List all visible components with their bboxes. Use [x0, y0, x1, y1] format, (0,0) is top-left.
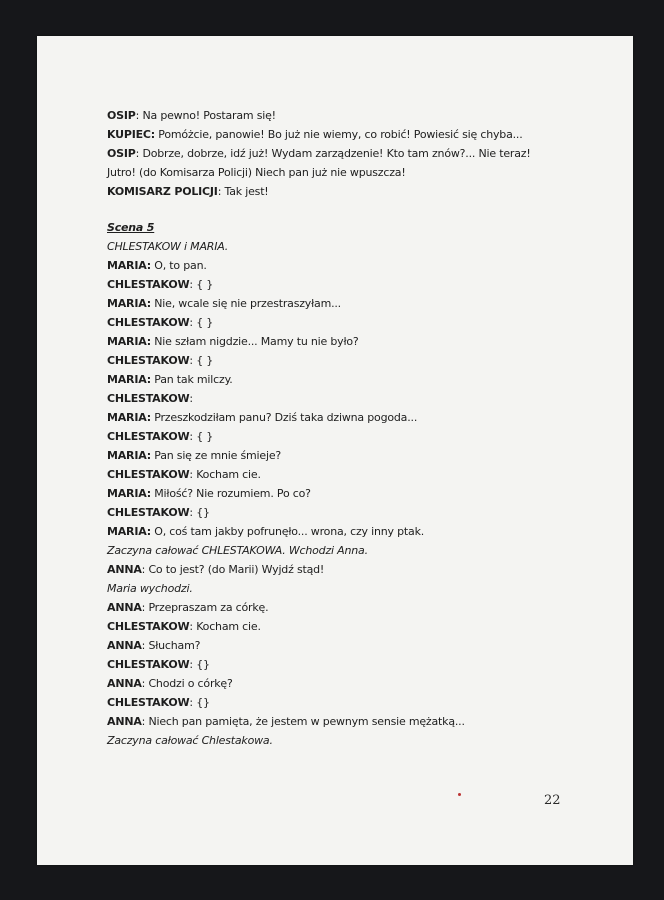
speaker-name: MARIA: — [107, 335, 151, 348]
speaker-name: ANNA — [107, 601, 142, 614]
dialogue-text: : — [189, 392, 193, 405]
dialogue-line — [107, 389, 597, 408]
dialogue-line — [107, 256, 597, 275]
speaker-name: KOMISARZ POLICJI — [107, 185, 218, 198]
speaker-name: CHLESTAKOW — [107, 430, 190, 443]
dialogue-line — [107, 636, 597, 655]
dialogue-text: : {} — [189, 658, 210, 671]
speaker-name: MARIA: — [107, 373, 151, 386]
speaker-name: CHLESTAKOW — [107, 354, 190, 367]
stage-direction: Zaczyna całować CHLESTAKOWA. Wchodzi Anna. — [107, 544, 368, 557]
speaker-name: CHLESTAKOW — [107, 278, 190, 291]
dialogue-text: Przeszkodziłam panu? Dziś taka dziwna pogoda... — [150, 411, 418, 424]
dialogue-line — [107, 503, 597, 522]
dialogue-text: Dobrze, dobrze, idź już! Wydam zarządzenie! Kto tam znów?... Nie teraz! Jutro! (do Komisarza Policji) Niech pan już nie wpuszcza! — [107, 147, 531, 179]
dialogue-line — [107, 522, 597, 541]
dialogue-line — [107, 370, 597, 389]
speaker-name: CHLESTAKOW — [107, 506, 190, 519]
dialogue-text: Tak jest! — [221, 185, 269, 198]
dialogue-text: Pan tak milczy. — [150, 373, 233, 386]
dialogue-text: : {} — [189, 506, 210, 519]
dialogue-line — [107, 294, 597, 313]
dialogue-text: Nie, wcale się nie przestraszyłam... — [150, 297, 341, 310]
dialogue-line — [107, 712, 597, 731]
speaker-name: MARIA: — [107, 411, 151, 424]
dialogue-line — [107, 182, 597, 201]
speaker-name: CHLESTAKOW — [107, 696, 190, 709]
dialogue-text: Pan się ze mnie śmieje? — [150, 449, 282, 462]
speaker-name: OSIP — [107, 147, 136, 160]
speaker-name: ANNA — [107, 715, 142, 728]
speaker-name: CHLESTAKOW — [107, 316, 190, 329]
dialogue-line — [107, 617, 597, 636]
section-gap — [107, 201, 597, 218]
scene-cast: CHLESTAKOW i MARIA. — [107, 240, 229, 253]
dialogue-text: : { } — [189, 316, 214, 329]
scene-title: Scena 5 — [107, 221, 155, 234]
script-text — [107, 106, 597, 750]
dialogue-text: : Chodzi o córkę? — [141, 677, 233, 690]
dialogue-line — [107, 106, 597, 125]
dialogue-line — [107, 313, 597, 332]
dialogue-line — [107, 693, 597, 712]
dialogue-text: : Kocham cie. — [189, 620, 261, 633]
dialogue-text: Miłość? Nie rozumiem. Po co? — [150, 487, 311, 500]
dialogue-line — [107, 408, 597, 427]
speaker-name: OSIP — [107, 109, 136, 122]
dialogue-text: : Kocham cie. — [189, 468, 261, 481]
speaker-name: MARIA: — [107, 525, 151, 538]
dialogue-line — [107, 655, 597, 674]
dialogue-line — [107, 484, 597, 503]
dialogue-text: : Niech pan pamięta, że jestem w pewnym sensie mężatką... — [141, 715, 465, 728]
dialogue-text: : Co to jest? (do Marii) Wyjdź stąd! — [141, 563, 325, 576]
speaker-name: CHLESTAKOW — [107, 392, 190, 405]
dialogue-text: O, coś tam jakby pofrunęło... wrona, czy inny ptak. — [150, 525, 425, 538]
speaker-name: MARIA: — [107, 259, 151, 272]
dialogue-line — [107, 465, 597, 484]
dialogue-text: Pomóżcie, panowie! Bo już nie wiemy, co robić! Powiesić się chyba... — [155, 128, 523, 141]
dialogue-text: : { } — [189, 278, 214, 291]
dialogue-line — [107, 427, 597, 446]
dialogue-text: : Słucham? — [141, 639, 201, 652]
speaker-name: ANNA — [107, 639, 142, 652]
speaker-name: MARIA: — [107, 297, 151, 310]
stage-direction: Zaczyna całować Chlestakowa. — [107, 734, 273, 747]
dialogue-line — [107, 144, 547, 182]
dialogue-text: : {} — [189, 696, 210, 709]
dialogue-line — [107, 351, 597, 370]
dialogue-text: O, to pan. — [150, 259, 207, 272]
dialogue-text: Na pewno! Postaram się! — [139, 109, 276, 122]
speaker-name: MARIA: — [107, 449, 151, 462]
dialogue-separator: : — [135, 147, 140, 160]
scene-dialogue — [107, 256, 597, 750]
dialogue-text: : Przepraszam za córkę. — [141, 601, 269, 614]
dialogue-line — [107, 674, 597, 693]
speaker-name: ANNA — [107, 677, 142, 690]
speaker-name: KUPIEC: — [107, 128, 156, 141]
page-number: 22 — [544, 793, 561, 808]
speaker-name: CHLESTAKOW — [107, 620, 190, 633]
dialogue-line — [107, 598, 597, 617]
ink-spot — [458, 793, 461, 796]
dialogue-separator: : — [135, 109, 140, 122]
dialogue-line — [107, 560, 597, 579]
stage-direction: Maria wychodzi. — [107, 582, 193, 595]
document-page — [37, 36, 633, 865]
speaker-name: ANNA — [107, 563, 142, 576]
speaker-name: CHLESTAKOW — [107, 658, 190, 671]
speaker-name: CHLESTAKOW — [107, 468, 190, 481]
dialogue-text: : { } — [189, 354, 214, 367]
dialogue-line — [107, 446, 597, 465]
dialogue-line — [107, 275, 597, 294]
speaker-name: MARIA: — [107, 487, 151, 500]
dialogue-text: : { } — [189, 430, 214, 443]
dialogue-separator: : — [217, 185, 222, 198]
dialogue-line — [107, 332, 597, 351]
dialogue-text: Nie szłam nigdzie... Mamy tu nie było? — [150, 335, 359, 348]
dialogue-line — [107, 125, 597, 144]
